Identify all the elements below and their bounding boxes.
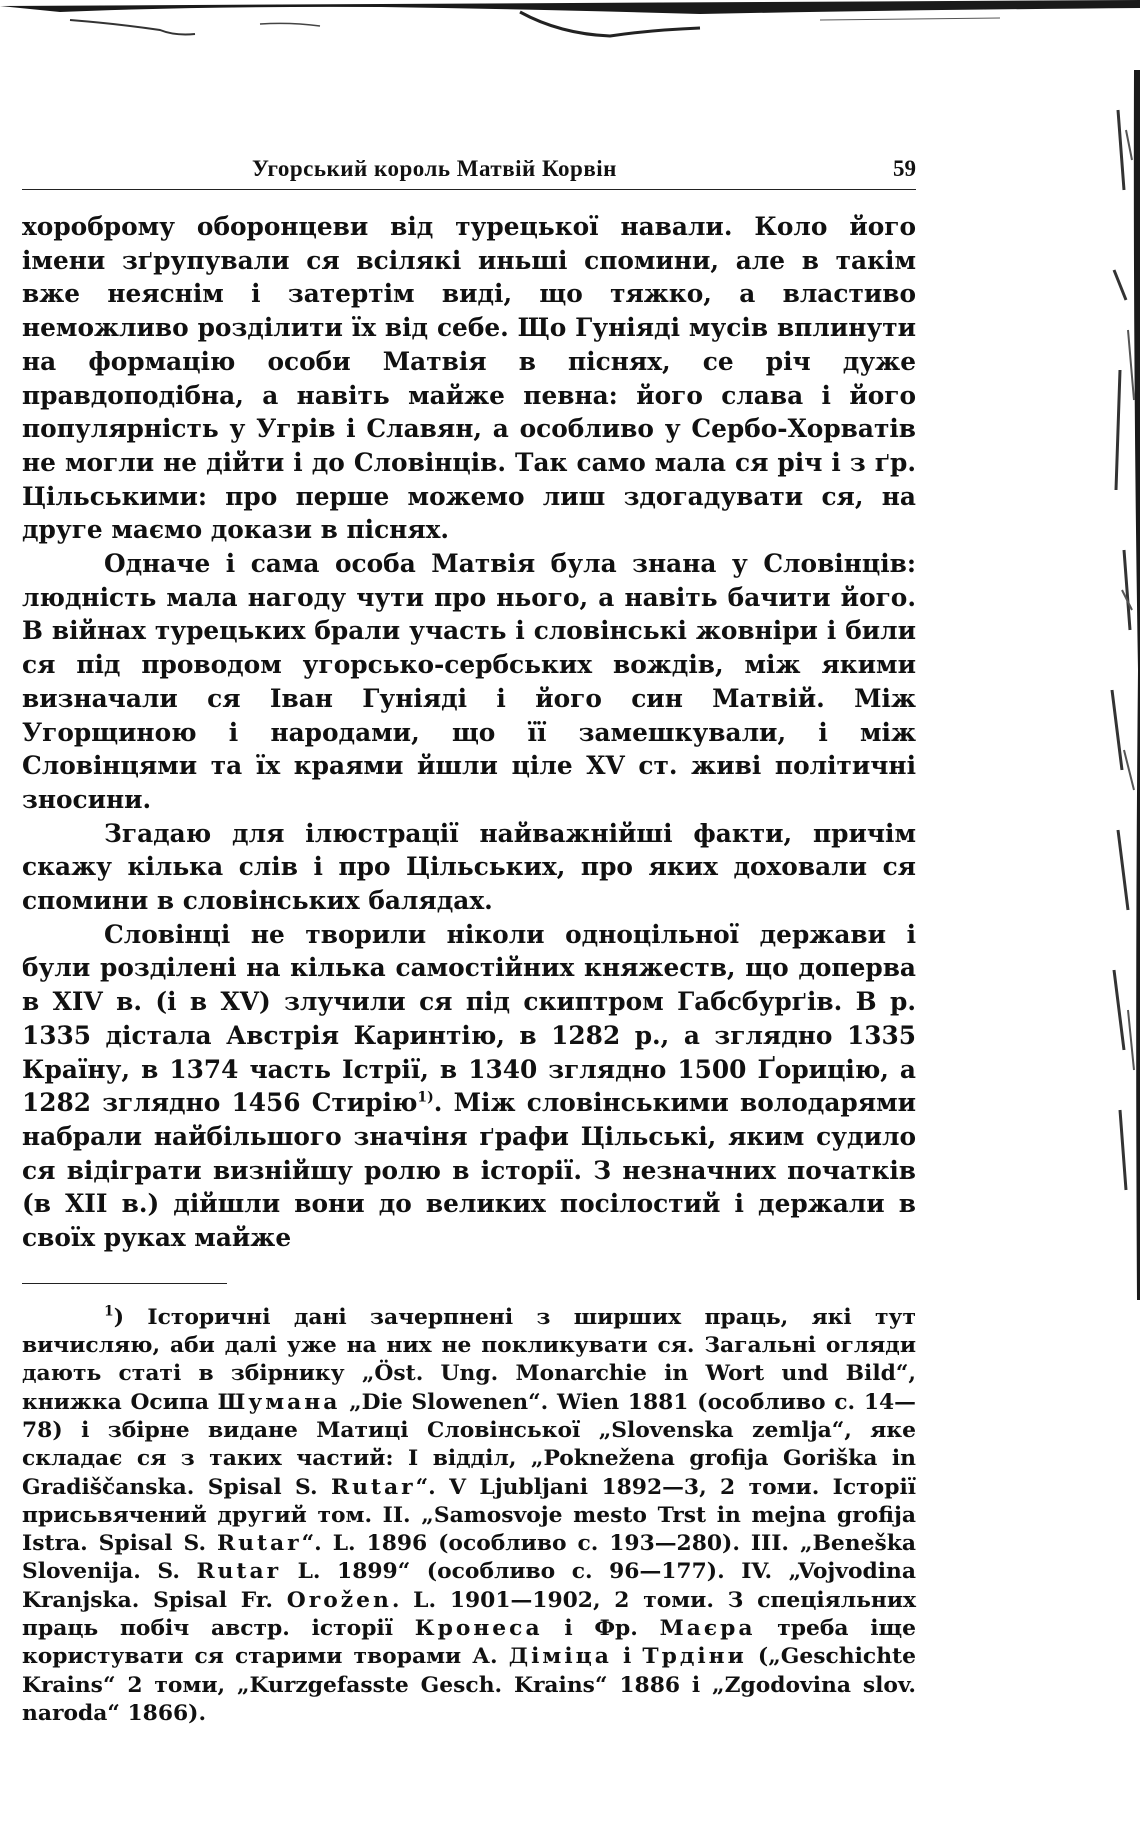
footnote-author: Кронеса [414, 1616, 543, 1642]
footnote-author: Діміца [508, 1644, 612, 1670]
footnote-text: L. 1899“ (особливо с. 96—177). IV. „Vojvodina Kranjska. Spisal Fr. [22, 1559, 916, 1613]
footnote-author: Rutar [217, 1531, 302, 1557]
footnote-author: Маєра [659, 1616, 756, 1642]
footnote-author: Rutar [330, 1474, 416, 1500]
footnote-author: Orožen [286, 1587, 392, 1613]
footnote-rule [22, 1283, 227, 1284]
paragraph-4-part-2: . Між словінськими володарями набрали найбільшого значіня ґрафи Цільські, яким судило ся відіграти визнійшу ролю в історії. З незначних початків (в XII в.) дійшли вони до великих посілостий і держали в своїх руках майже [22, 1088, 916, 1253]
page-number: 59 [893, 156, 916, 181]
footnote-reference: 1) [417, 1090, 434, 1107]
paragraph-4 [22, 918, 916, 1255]
footnote-text: “. L. 1896 (особливо с. 193—280). III. „Beneška Slovenija. S. [22, 1531, 916, 1585]
footnote-marker: 1 [104, 1303, 114, 1320]
footnote-text: („Geschichte Krains“ 2 томи, „Kurzgefasste Gesch. Krains“ 1886 і „Zgodovina slov. naroda“ 1866). [22, 1644, 916, 1726]
footnote-text: треба іще користувати ся старими творами А. [22, 1616, 917, 1670]
footnote [22, 1304, 916, 1728]
footnote-text: „Die Slowenen“. Wien 1881 (особливо с. 14—78) і збірне видане Матиці Словінської „Slovenska zemlja“, яке складає ся з таких частий: I відділ, „Pokneženа grofija Goriška in Gradiščanska. Spisal S. [22, 1389, 916, 1500]
footnote-text: і Фр. [542, 1616, 660, 1642]
scan-right-edge-artifact [1104, 70, 1140, 1300]
footnote-author: Rutar [196, 1559, 282, 1585]
header-rule [22, 189, 916, 190]
running-head [22, 150, 916, 190]
footnote-text: . L. 1901—1902, 2 томи. З спеціяльних праць побіч австр. історії [22, 1587, 916, 1642]
scan-top-edge-artifact [0, 0, 1140, 40]
footnote-text: ) Історичні дані зачерпнені з ширших праць, які тут вичисляю, аби далі уже на них не покликувати ся. Загальні огляди дають статі в збірнику „Öst. Ung. Monarchie in Wort und Bild“, книжка Осипа [22, 1304, 916, 1415]
book-page [22, 150, 916, 1728]
paragraph-3: Згадаю для ілюстрації найважнійші факти, причім скажу кілька слів і про Цільських, про яких доховали ся спомини в словінських балядах. [22, 818, 916, 916]
paragraph-4-part-1: Словінці не творили ніколи одноцільної держави і були розділені на кілька самостійних княжеств, що доперва в XIV в. (і в XV) злучили ся під скиптром Габсбурґів. В р. 1335 дістала Австрія Каринтію, в 1282 р., а зглядно 1335 Країну, в 1374 часть Істрії, в 1340 зглядно 1500 Ґорицію, а 1282 зглядно 1456 Стирію [22, 919, 916, 1118]
footnote-text: “. V Ljubljani 1892—3, 2 томи. Історії присьвячений другий том. II. „Samosvoje mesto Trst in mejna grofija Istra. Spisal S. [22, 1474, 916, 1557]
paragraph-2: Одначе і сама особа Матвія була знана у Словінців: людність мала нагоду чути про нього, а навіть бачити його. В війнах турецьких брали участь і словінські жовніри і били ся під проводом угорсько-сербських вождів, між якими визначали ся Іван Гуніяді і його син Матвій. Між Угорщиною і народами, що її замешкували, і між Словінцями та їх краями йшли ціле XV ст. живі політичні зносини. [22, 549, 916, 814]
footnote-author: Трдіни [642, 1644, 747, 1670]
footnote-author: Шумана [217, 1389, 341, 1415]
running-title: Угорський король Матвій Корвін [252, 156, 617, 181]
body-text [22, 210, 916, 1255]
footnote-text: і [611, 1644, 643, 1670]
paragraph-1: хороброму оборонцеви від турецької навали. Коло його імени зґрупували ся всілякі иньші спомини, але в такім вже неяснім і затертім виді, що тяжко, а властиво неможливо розділити їх від себе. Що Гуніяді мусів вплинути на формацію особи Матвія в піснях, се річ дуже правдоподібна, а навіть майже певна: його слава і його популярність у Угрів і Славян, а особливо у Сербо-Хорватів не могли не дійти і до Словінців. Так само мала ся річ і з ґр. Цільськими: про перше можемо лиш здогадувати ся, на друге маємо докази в піснях. [22, 212, 916, 545]
